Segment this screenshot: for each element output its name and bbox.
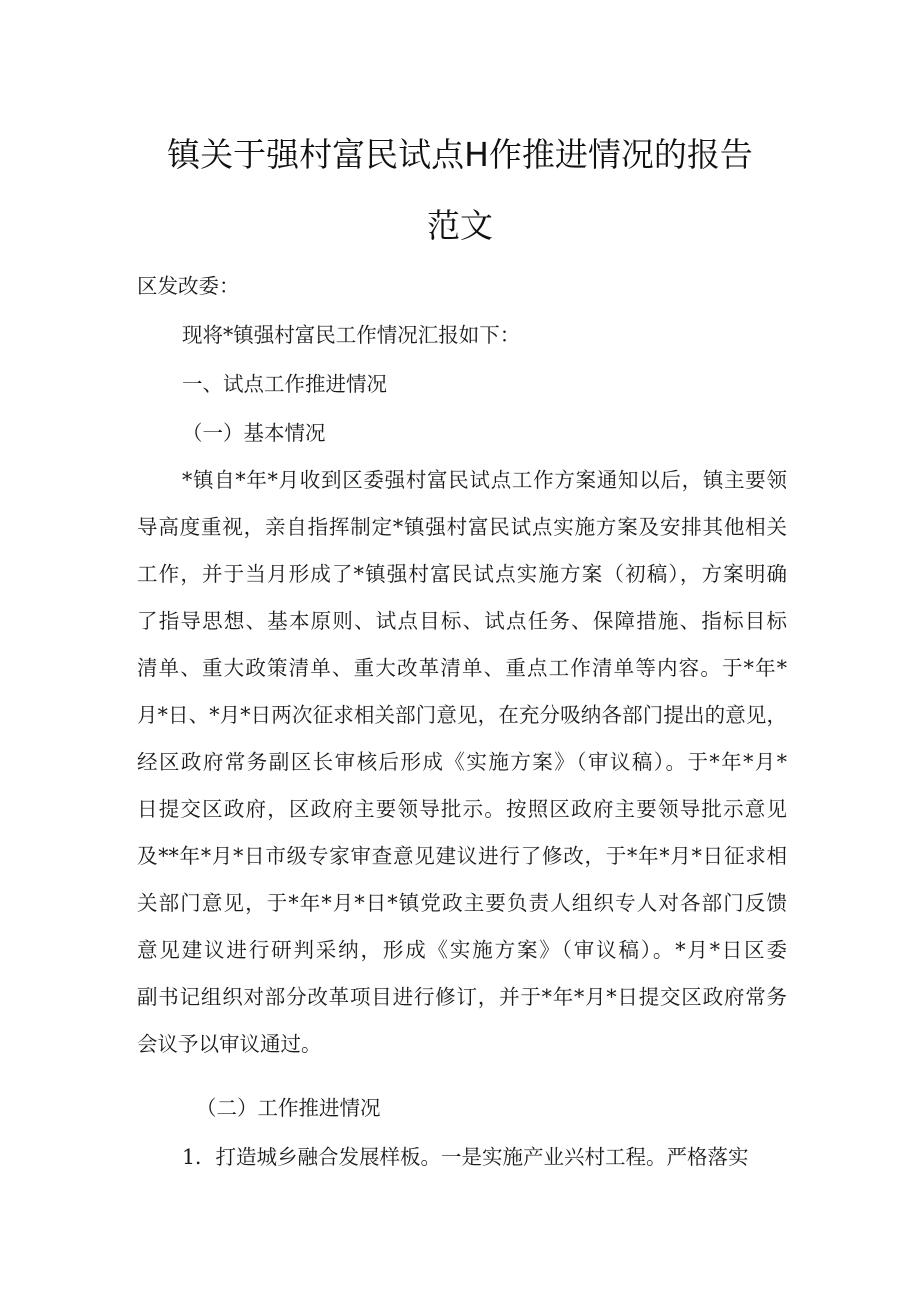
subsection1-heading: （一）基本情况 <box>182 421 326 445</box>
paragraph1-line: 意见建议进行研判采纳，形成《实施方案》（审议稿）。*月*日区委 <box>137 938 787 962</box>
intro-paragraph: 现将*镇强村富民工作情况汇报如下： <box>182 323 521 347</box>
paragraph1-line: 导高度重视，亲自指挥制定*镇强村富民试点实施方案及安排其他相关 <box>137 515 787 539</box>
paragraph1-line: 副书记组织对部分改革项目进行修订，并于*年*月*日提交区政府常务 <box>137 985 787 1009</box>
section1-heading: 一、试点工作推进情况 <box>182 372 387 396</box>
paragraph1-line: 月*日、*月*日两次征求相关部门意见，在充分吸纳各部门提出的意见， <box>137 703 787 727</box>
paragraph1-line: 日提交区政府，区政府主要领导批示。按照区政府主要领导批示意见 <box>137 797 787 821</box>
paragraph1-line: 清单、重大政策清单、重大改革清单、重点工作清单等内容。于*年* <box>137 656 787 680</box>
document-title-line1: 镇关于强村富民试点H作推进情况的报告 <box>167 135 753 174</box>
paragraph1-line: *镇自*年*月收到区委强村富民试点工作方案通知以后，镇主要领 <box>182 468 787 492</box>
item1-paragraph: 1．打造城乡融合发展样板。一是实施产业兴村工程。严格落实 <box>182 1145 749 1169</box>
document-title-line2: 范文 <box>427 206 493 245</box>
paragraph1-line: 及**年*月*日市级专家审查意见建议进行了修改，于*年*月*日征求相 <box>137 844 787 868</box>
paragraph1-line: 经区政府常务副区长审核后形成《实施方案》（审议稿）。于*年*月* <box>137 750 787 774</box>
paragraph1-line: 会议予以审议通过。 <box>137 1032 322 1056</box>
subsection2-heading: （二）工作推进情况 <box>196 1096 381 1120</box>
salutation: 区发改委： <box>137 274 240 298</box>
paragraph1-line: 工作，并于当月形成了*镇强村富民试点实施方案（初稿），方案明确 <box>137 562 787 586</box>
paragraph1-line: 关部门意见，于*年*月*日*镇党政主要负责人组织专人对各部门反馈 <box>137 891 787 915</box>
paragraph1-line: 了指导思想、基本原则、试点目标、试点任务、保障措施、指标目标 <box>137 609 787 633</box>
